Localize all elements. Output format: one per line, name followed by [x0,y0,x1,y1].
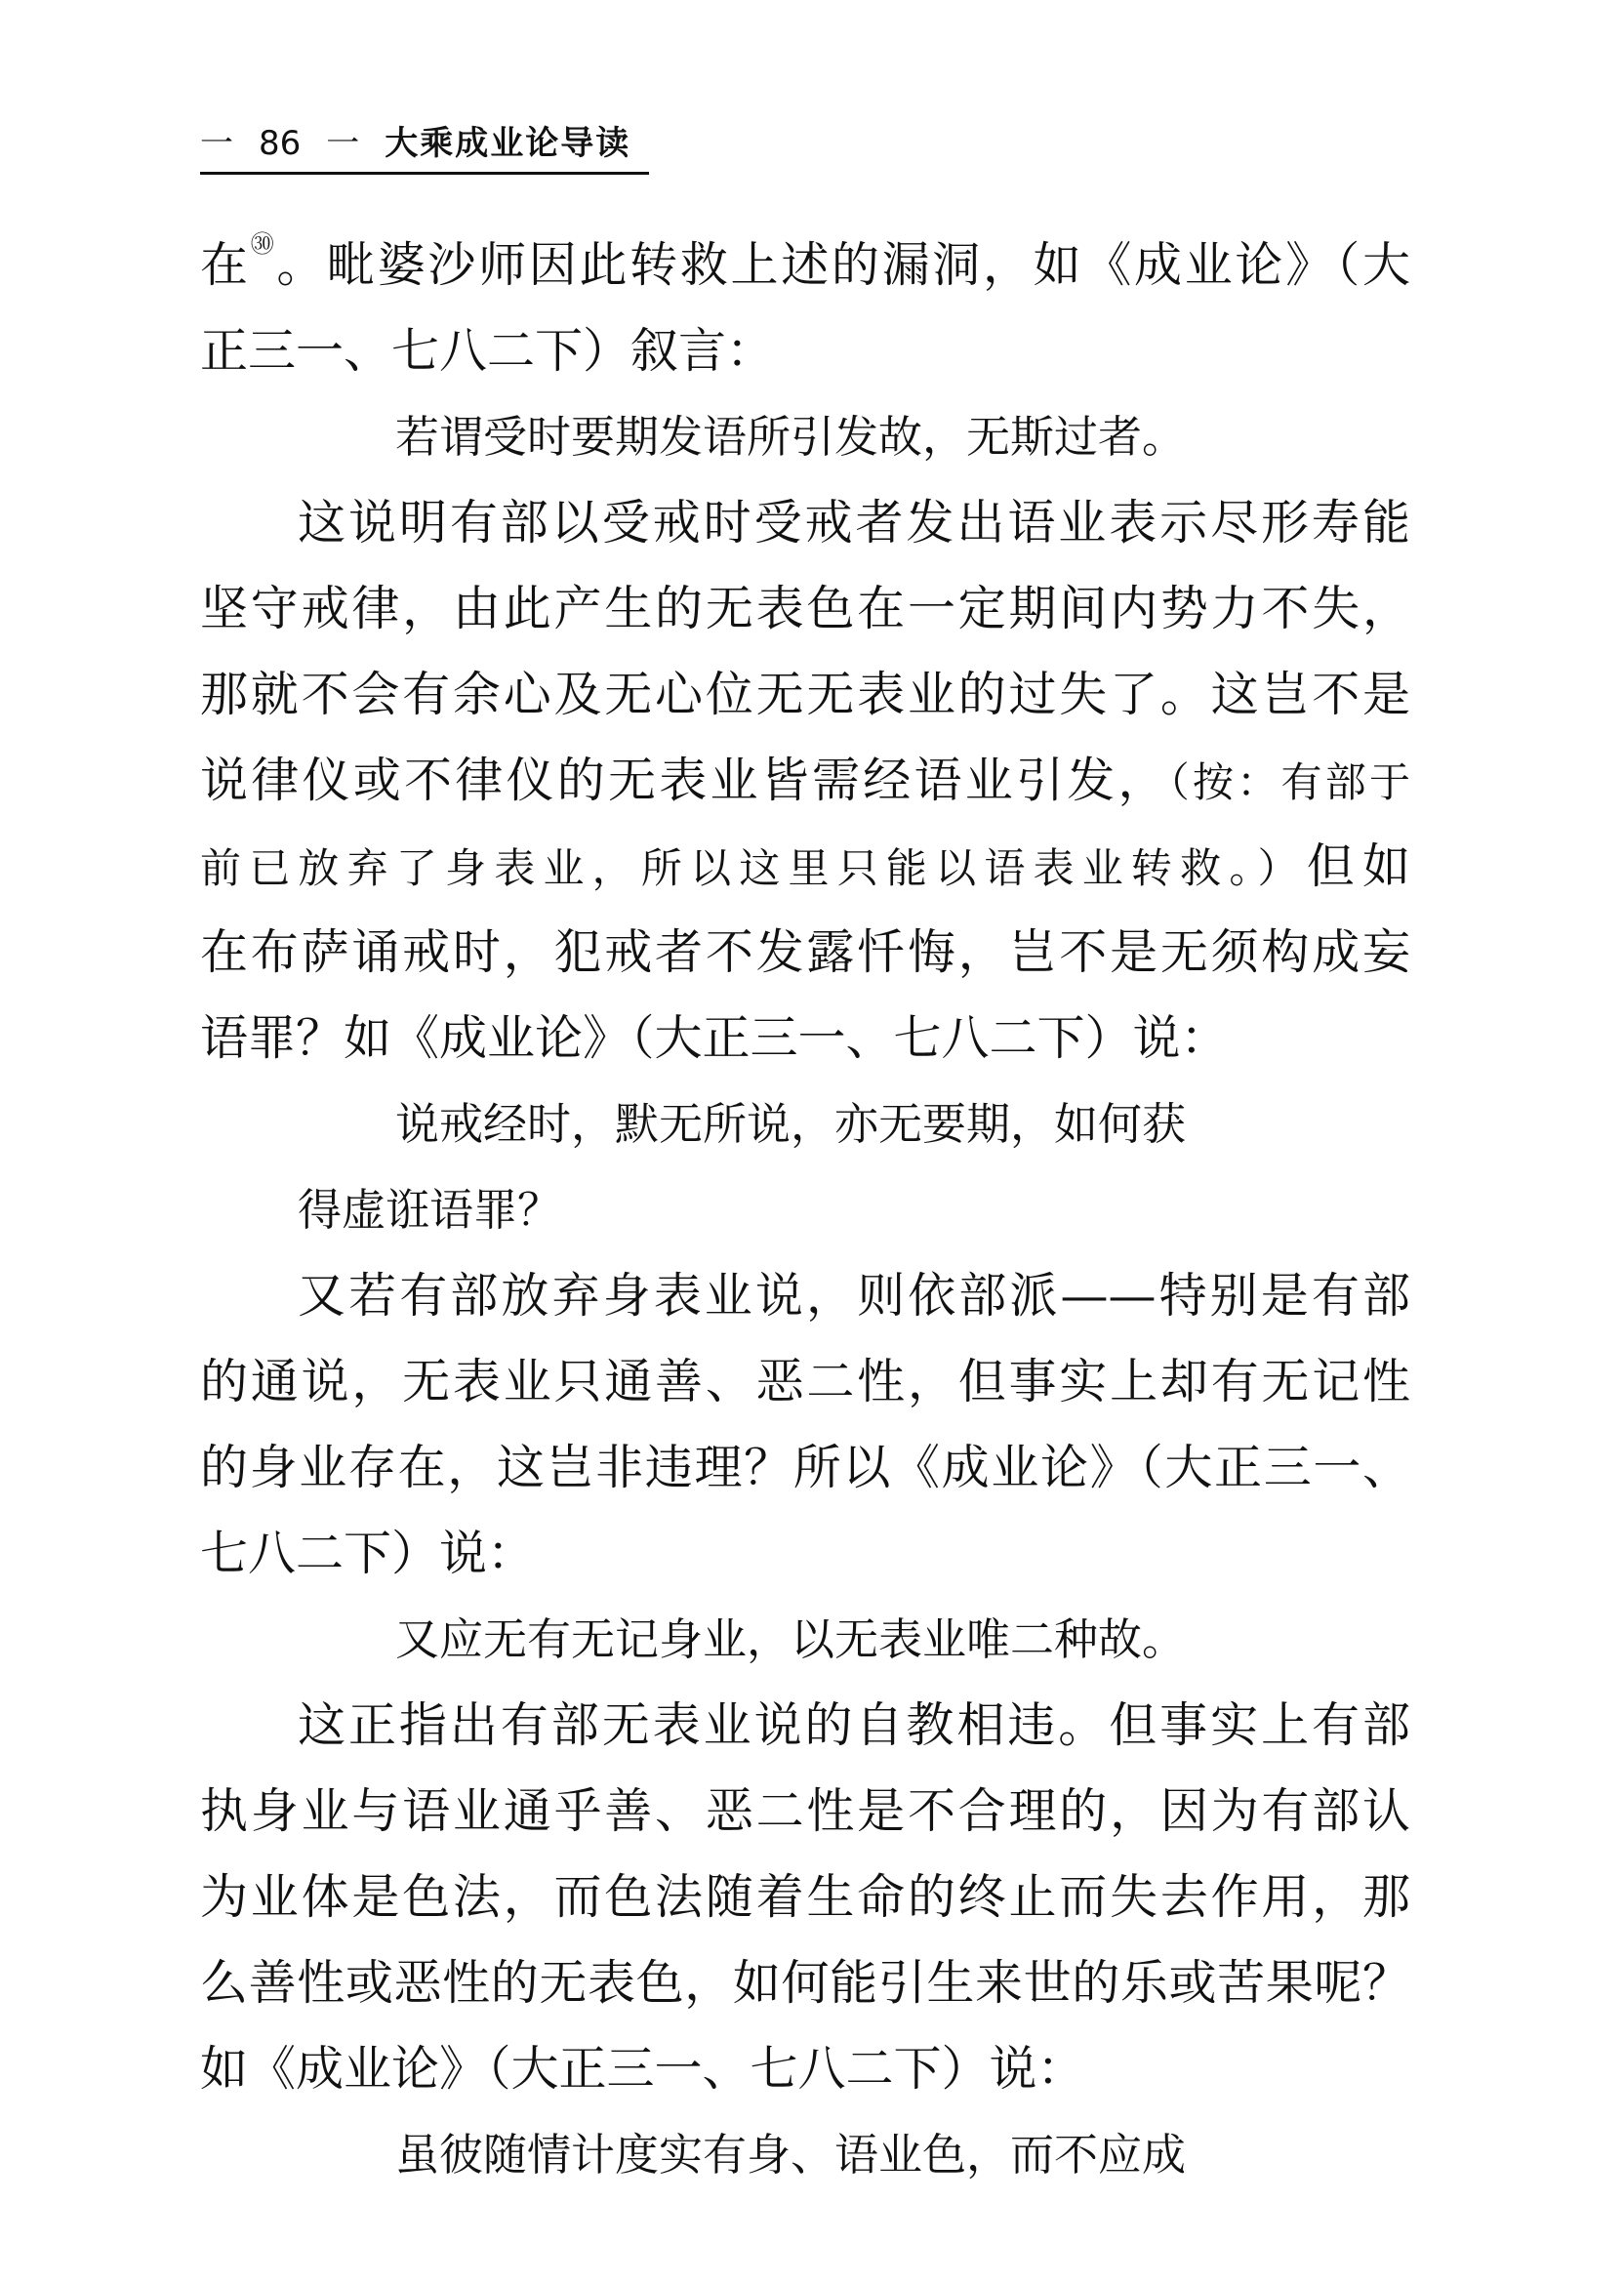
running-header [200,121,649,175]
text-line: 又若有部放弃身表业说，则依部派——特别是有部 [298,1268,1410,1324]
text-line: 说律仪或不律仪的无表业皆需经语业引发，（按：有部于 [200,753,1410,808]
body-text [200,223,1410,2198]
text-line: 这说明有部以受戒时受戒者发出语业表示尽形寿能 [298,495,1410,551]
block-quote-continuation: 得虚诳语罪？ [298,1184,562,1236]
author-note: 前已放弃了身表业，所以这里只能以语表业转救。） [200,844,1307,892]
text-line: 这正指出有部无表业说的自教相违。但事实上有部 [298,1697,1410,1753]
text-line: 正三一、七八二下）叙言： [200,323,775,379]
text-line: 那就不会有余心及无心位无无表业的过失了。这岂不是 [200,667,1410,722]
text-line: 执身业与语业通乎善、恶二性是不合理的，因为有部认 [200,1783,1410,1839]
block-quote: 说戒经时，默无所说，亦无要期，如何获 [395,1098,1187,1150]
book-title: 大乘成业论导读 [385,124,631,163]
page-number: 86 [259,124,302,163]
text-line: 前已放弃了身表业，所以这里只能以语表业转救。）但如 [200,838,1410,894]
text-line: 为业体是色法，而色法随着生命的终止而失去作用，那 [200,1869,1410,1925]
text-line: 在$^㉚$。毗婆沙师因此转救上述的漏洞，如《成业论》（大 [200,230,1410,293]
text-line: 语罪？如《成业论》（大正三一、七八二下）说： [200,1010,1229,1066]
text-line: 坚守戒律，由此产生的无表色在一定期间内势力不失， [200,581,1410,636]
footnote-marker: ㉚ [250,230,277,258]
text-line: 在布萨诵戒时，犯戒者不发露忏悔，岂不是无须构成妄 [200,924,1410,980]
block-quote: 又应无有无记身业，以无表业唯二种故。 [395,1613,1187,1665]
author-note: （按：有部于 [1168,758,1410,806]
block-quote: 虽彼随情计度实有身、语业色，而不应成 [395,2129,1187,2181]
block-quote: 若谓受时要期发语所引发故，无斯过者。 [395,411,1187,463]
text-line: 的身业存在，这岂非违理？所以《成业论》（大正三一、 [200,1440,1410,1495]
header-dash-right: 一 [326,124,360,163]
text-line: 如《成业论》（大正三一、七八二下）说： [200,2041,1085,2097]
text-line: 么善性或恶性的无表色，如何能引生来世的乐或苦果呢？ [200,1955,1410,2011]
text-line: 的通说，无表业只通善、恶二性，但事实上却有无记性 [200,1354,1410,1409]
header-dash-left: 一 [200,124,233,163]
text-line: 七八二下）说： [200,1526,536,1581]
